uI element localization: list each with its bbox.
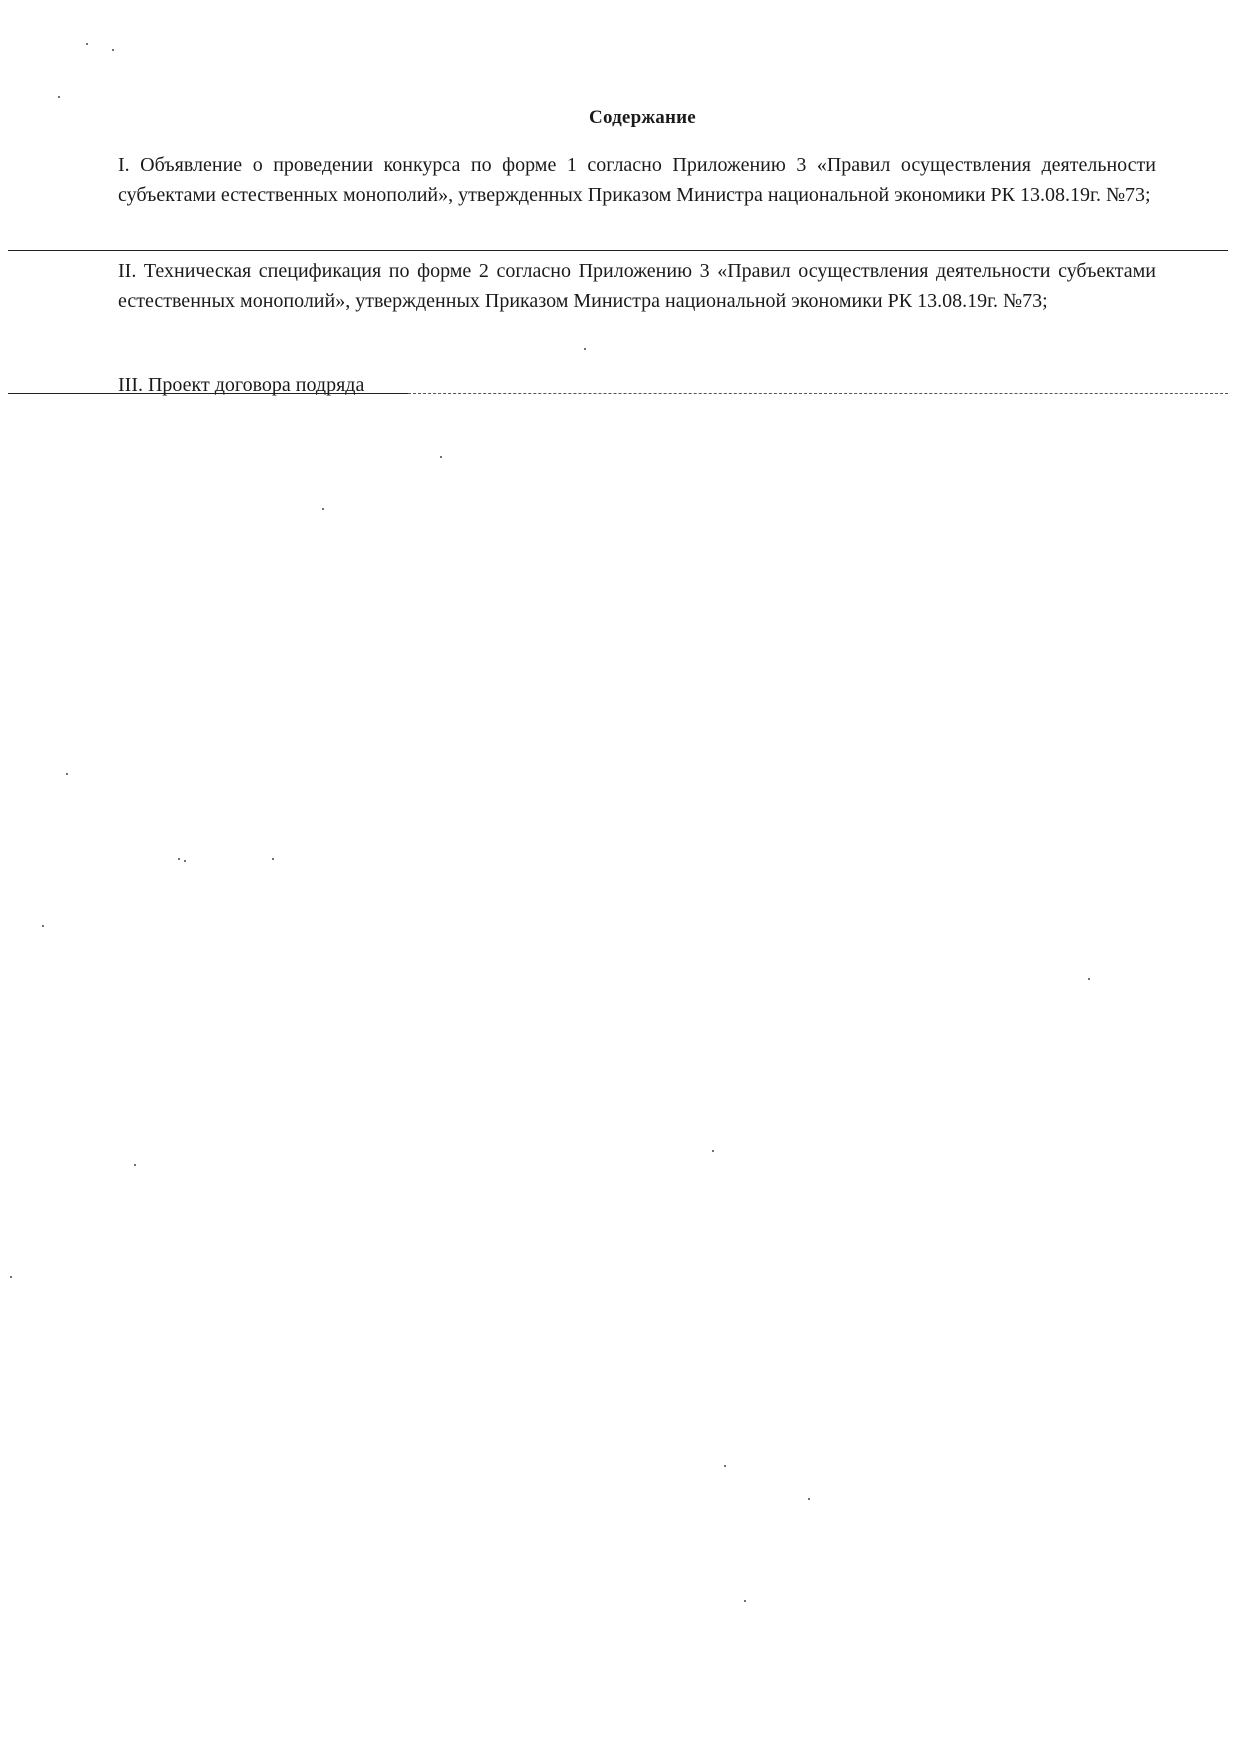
scan-speck [86, 43, 88, 45]
divider-line [8, 250, 1228, 251]
page-title: Содержание [589, 107, 696, 128]
scan-speck [272, 858, 274, 860]
contents-entry-3: III. Проект договора подряда [118, 374, 365, 396]
scan-speck [322, 508, 324, 510]
scan-speck [712, 1150, 714, 1152]
scan-speck [42, 925, 44, 927]
scan-speck [440, 456, 442, 458]
divider-line [8, 393, 408, 394]
scan-speck [1088, 978, 1090, 980]
scan-speck [584, 348, 586, 350]
scan-speck [10, 1276, 12, 1278]
scan-speck [724, 1465, 726, 1467]
contents-entry-2: II. Техническая спецификация по форме 2 согласно Приложению 3 «Правил осуществления деятельности субъектами естественных монополий», утвержденных Приказом Министра национальной экономики РК 13.08.19г. №73; [118, 260, 1156, 312]
scan-speck [58, 96, 60, 98]
scan-speck [112, 49, 114, 51]
scan-speck [178, 858, 180, 860]
contents-entry-1: I. Объявление о проведении конкурса по форме 1 согласно Приложению 3 «Правил осуществления деятельности субъектами естественных монополий», утвержденных Приказом Министра национальной экономики РК 13.08.19г. №73; [118, 154, 1156, 206]
scan-speck [808, 1498, 810, 1500]
scan-speck [134, 1164, 136, 1166]
scan-speck [184, 860, 186, 862]
scan-speck [66, 773, 68, 775]
dotted-leader-line [408, 393, 1228, 394]
scan-speck [744, 1600, 746, 1602]
